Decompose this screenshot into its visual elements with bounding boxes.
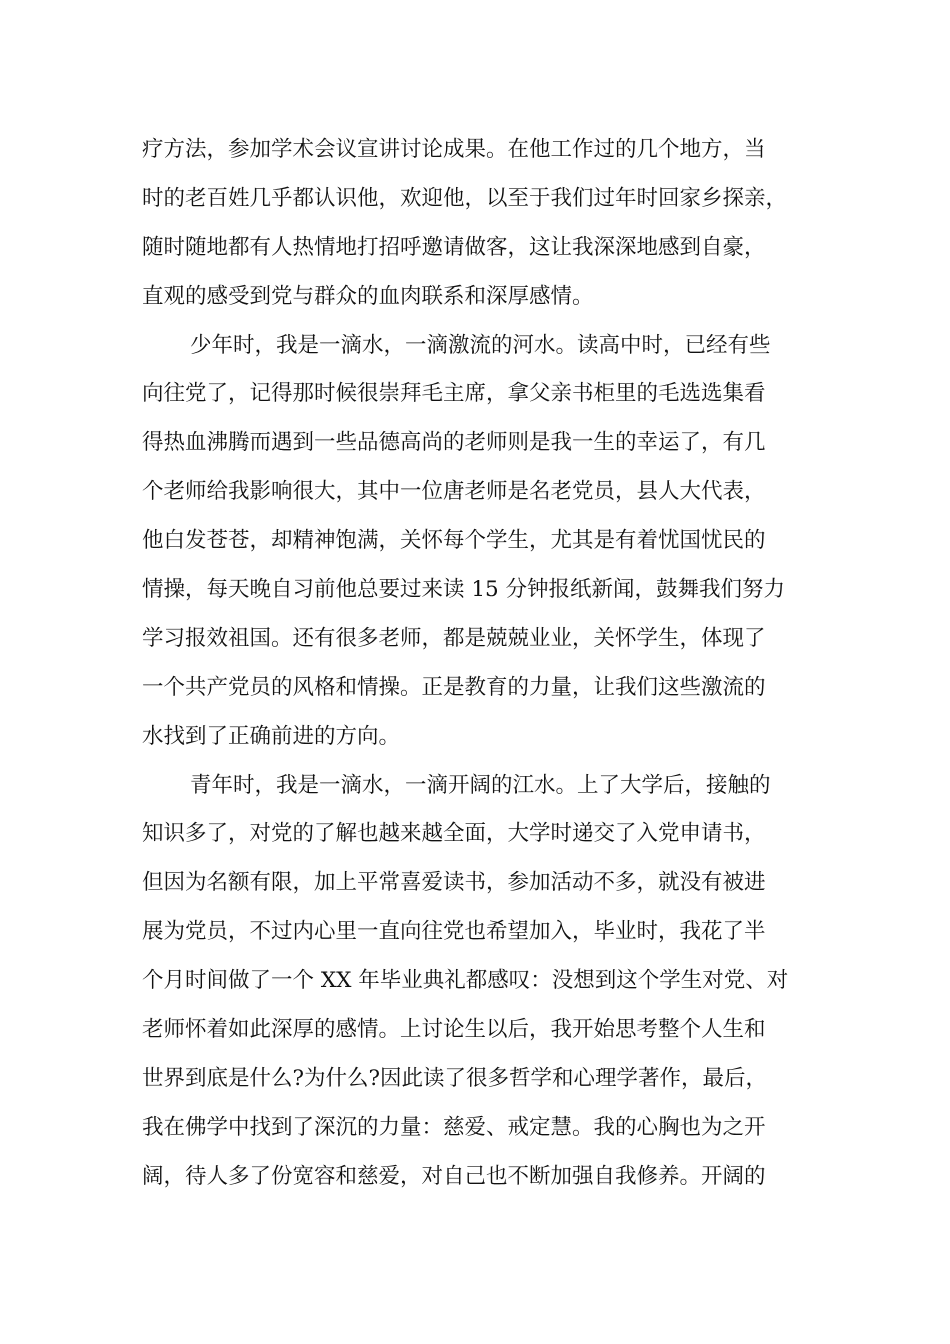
text-line: 个月时间做了一个 XX 年毕业典礼都感叹：没想到这个学生对党、对 (142, 968, 789, 994)
text-line: 他白发苍苍，却精神饱满，关怀每个学生，尤其是有着忧国忧民的 (142, 528, 766, 554)
text-line: 疗方法，参加学术会议宣讲讨论成果。在他工作过的几个地方，当 (142, 137, 766, 162)
paragraph-start-line: 青年时，我是一滴水，一滴开阔的江水。上了大学后，接触的 (190, 772, 771, 798)
text-line: 一个共产党员的风格和情操。正是教育的力量，让我们这些激流的 (142, 674, 766, 700)
text-line: 随时随地都有人热情地打招呼邀请做客，这让我深深地感到自豪， (142, 234, 766, 260)
text-line: 世界到底是什么?为什么?因此读了很多哲学和心理学著作，最后， (142, 1065, 768, 1091)
text-line: 水找到了正确前进的方向。 (142, 723, 401, 749)
text-line: 我在佛学中找到了深沉的力量：慈爱、戒定慧。我的心胸也为之开 (142, 1114, 766, 1140)
text-line: 情操，每天晚自习前他总要过来读 15 分钟报纸新闻，鼓舞我们努力 (142, 577, 786, 603)
text-line: 阔，待人多了份宽容和慈爱，对自己也不断加强自我修养。开阔的 (142, 1163, 766, 1189)
paragraph-start-line: 少年时，我是一滴水，一滴激流的河水。读高中时，已经有些 (190, 332, 771, 358)
text-line: 学习报效祖国。还有很多老师，都是兢兢业业，关怀学生，体现了 (142, 625, 766, 651)
text-line: 个老师给我影响很大，其中一位唐老师是名老党员，县人大代表， (142, 479, 766, 505)
text-line: 向往党了，记得那时候很崇拜毛主席，拿父亲书柜里的毛选选集看 (142, 381, 766, 407)
text-line: 得热血沸腾而遇到一些品德高尚的老师则是我一生的幸运了，有几 (142, 430, 766, 456)
text-line: 直观的感受到党与群众的血肉联系和深厚感情。 (142, 283, 594, 309)
text-line: 时的老百姓几乎都认识他，欢迎他，以至于我们过年时回家乡探亲， (142, 185, 788, 211)
text-line: 知识多了，对党的了解也越来越全面，大学时递交了入党申请书， (142, 821, 766, 847)
body-text (142, 126, 812, 1202)
text-line: 老师怀着如此深厚的感情。上讨论生以后，我开始思考整个人生和 (142, 1017, 766, 1043)
text-line: 展为党员，不过内心里一直向往党也希望加入，毕业时，我花了半 (142, 919, 766, 945)
text-line: 但因为名额有限，加上平常喜爱读书，参加活动不多，就没有被进 (142, 870, 766, 896)
